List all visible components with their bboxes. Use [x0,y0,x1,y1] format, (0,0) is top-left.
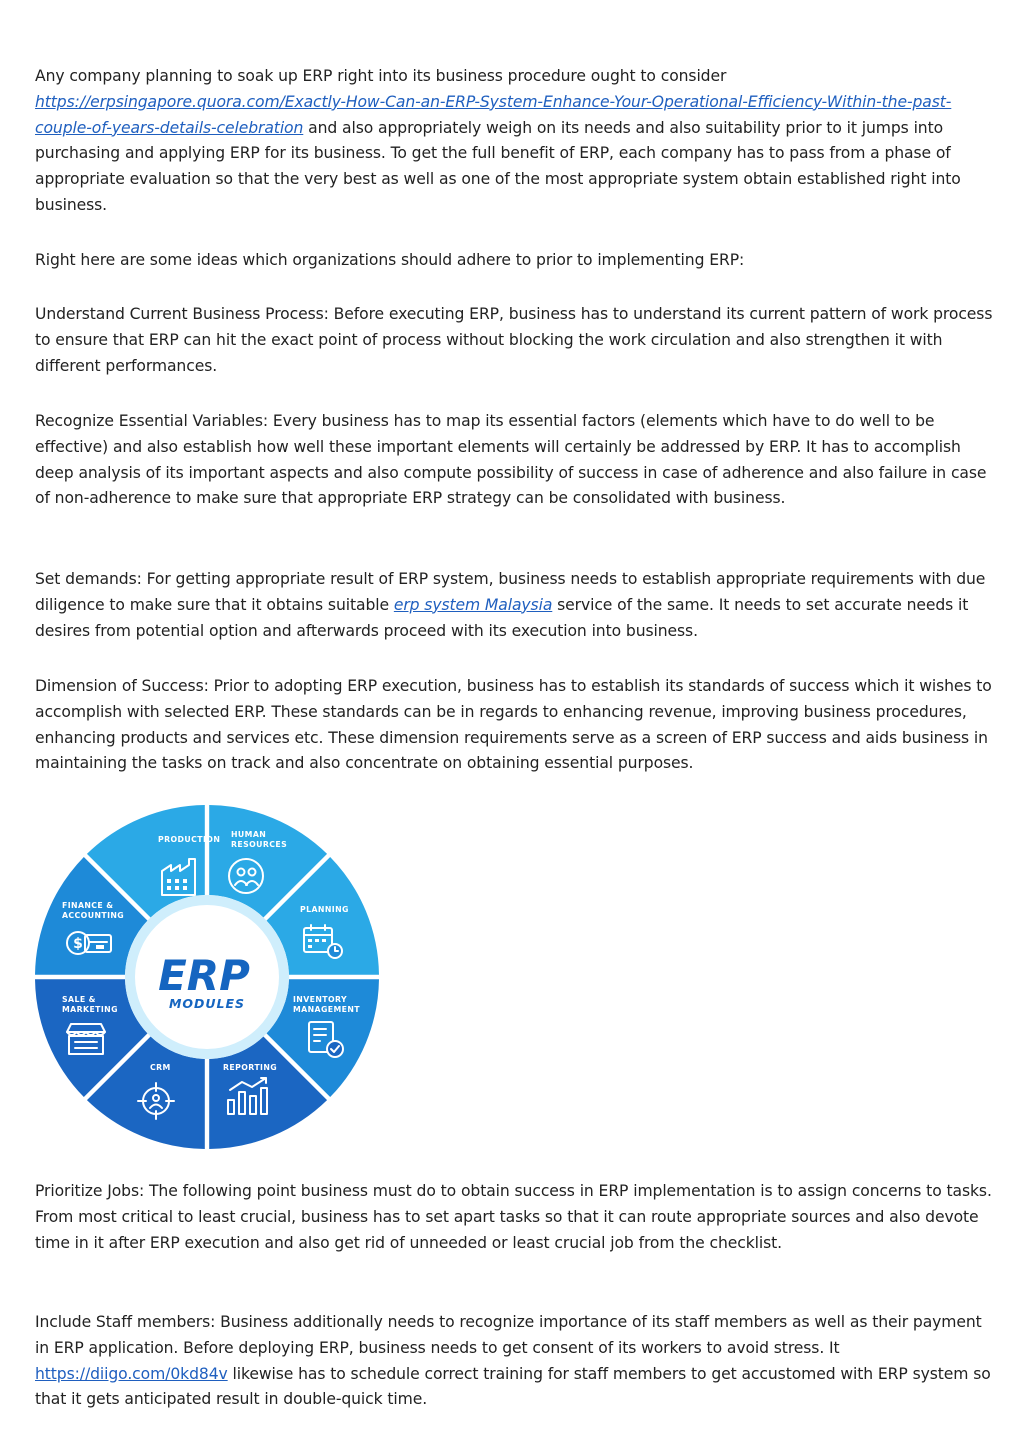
wheel-segment-label: PLANNING [300,905,349,914]
svg-text:$: $ [73,936,83,952]
paragraph-essential-variables: Recognize Essential Variables: Every business has to map its essential factors (elements which have to do well to be effective) and also establish how well these important elements will certainly be addressed by ERP. It has to accomplish deep analysis of its important aspects and also compute possibility of success in case of adherence and also failure in case of non-adherence to make sure that appropriate ERP strategy can be consolidated with business. [35,412,987,508]
paragraph-intro [35,64,997,219]
wheel-segment-label: PRODUCTION [158,835,221,844]
paragraph-understand-process: Understand Current Business Process: Before executing ERP, business has to understand its current pattern of work process to ensure that ERP can hit the exact point of process without blocking the work circulation and also strengthen it with different performances. [35,305,993,375]
paragraph-text: Include Staff members: Business additionally needs to recognize importance of its staff members as well as their payment in ERP application. Before deploying ERP, business needs to get consent of its workers to avoid stress. It [35,1313,982,1357]
diigo-link[interactable]: https://diigo.com/0kd84v [35,1364,228,1383]
wheel-segment-label: ACCOUNTING [62,911,125,920]
wheel-center-title: ERP [158,951,250,1000]
paragraph-text: and also appropriately weigh on its needs and also suitability prior to it jumps into purchasing and applying ERP for its business. To get the full benefit of ERP, each company has to pass from a phase of appropriate evaluation so that the very best as well as one of the most appropriate system obtain established right into business. [35,118,961,214]
paragraph-ideas-intro: Right here are some ideas which organizations should adhere to prior to implementing ERP: [35,251,745,269]
paragraph-text: service of the same. It needs to set accurate needs it desires from potential option and afterwards proceed with its execution into business. [35,595,969,640]
wheel-segment-label: MANAGEMENT [293,1005,361,1014]
wheel-segment-label: FINANCE & [62,901,114,910]
paragraph-prioritize-jobs: Prioritize Jobs: The following point business must do to obtain success in ERP implementation is to assign concerns to tasks. From most critical to least crucial, business has to set apart tasks so that it can route appropriate sources and also devote time in it after ERP execution and also get rid of unneeded or least crucial job from the checklist. [35,1182,992,1252]
paragraph-set-demands [35,567,997,644]
wheel-segment-label: SALE & [62,995,96,1004]
wheel-segment-label: RESOURCES [231,840,288,849]
erp-modules-wheel [34,804,380,1150]
wheel-segment-label: REPORTING [223,1063,278,1072]
paragraph-text: Any company planning to soak up ERP right into its business procedure ought to consider [35,67,727,85]
paragraph-text: Set demands: For getting appropriate result of ERP system, business needs to establish appropriate requirements with due diligence to make sure that it obtains suitable [35,570,986,614]
wheel-segment-label: INVENTORY [293,995,348,1004]
wheel-segment-label: HUMAN [231,830,267,839]
paragraph-dimension-success: Dimension of Success: Prior to adopting ERP execution, business has to establish its standards of success which it wishes to accomplish with selected ERP. These standards can be in regards to enhancing revenue, improving business procedures, enhancing products and services etc. These dimension requirements serve as a screen of ERP success and aids business in maintaining the tasks on track and also concentrate on obtaining essential purposes. [35,677,992,773]
wheel-segment-label: MARKETING [62,1005,118,1014]
quora-link[interactable]: https://erpsingapore.quora.com/Exactly-How-Can-an-ERP-System-Enhance-Your-Operational-Efficiency-Within-the-past-couple-of-years-details-celebration [35,92,952,137]
wheel-segment-label: CRM [150,1063,171,1072]
erp-malaysia-link[interactable]: erp system Malaysia [393,595,553,614]
wheel-center-subtitle: MODULES [168,996,246,1011]
paragraph-text: likewise has to schedule correct training for staff members to get accustomed with ERP system so that it gets anticipated result in double-quick time. [35,1364,991,1409]
paragraph-include-staff [35,1310,997,1413]
